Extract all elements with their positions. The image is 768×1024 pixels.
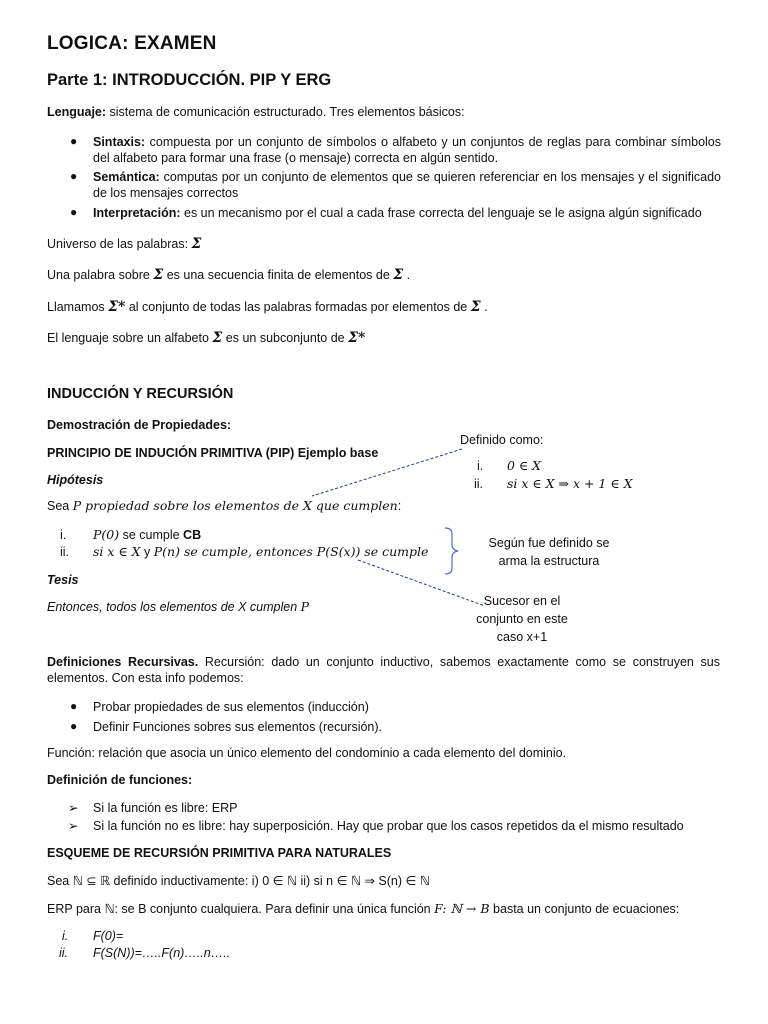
sintaxis-label: Sintaxis: [93, 135, 146, 149]
interpretacion-label: Interpretación: [93, 206, 181, 220]
sigma-star-symbol: Σ* [348, 330, 366, 346]
bullet-icon: ● [70, 169, 78, 183]
eq-i: F(0)= [93, 929, 124, 943]
palabra-text-c: . [403, 268, 411, 282]
definiciones-paragraph [47, 654, 720, 686]
semantica-label: Semántica: [93, 170, 160, 184]
sigma-symbol: Σ [393, 267, 404, 283]
bullet-icon: ● [70, 699, 78, 713]
sintaxis-text: compuesta por un conjunto de símbolos o alfabeto y un conjuntos de reglas para combinar símbolos del alfabeto para formar una frase (o mensaje) correcta en algún sentido. [93, 135, 721, 165]
hipotesis-heading: Hipótesis [47, 473, 104, 487]
esquema-sea-line: Sea ℕ ⊆ ℝ definido inductivamente: i) 0 ∈ ℕ ii) si n ∈ ℕ ⇒ S(n) ∈ ℕ [47, 874, 430, 888]
induccion-heading: INDUCCIÓN Y RECURSIÓN [47, 386, 234, 402]
definido-dashed-line [312, 449, 462, 496]
semantica-text: computas por un conjunto de elementos que se quieren referenciar en los mensajes y el significado de los mensajes correctos [93, 170, 721, 200]
definicion-funciones-heading: Definición de funciones: [47, 773, 193, 787]
entonces-math: P [300, 599, 310, 614]
eq-ii: F(S(N))=…..F(n)…..n….. [93, 946, 231, 960]
right-brace-icon [445, 528, 458, 574]
definiciones-item-1: Probar propiedades de sus elementos (inducción) [93, 700, 369, 714]
sucesor-line-3: caso x+1 [496, 630, 548, 644]
case-i-text: se cumple [119, 528, 184, 542]
sigma-symbol: Σ [153, 267, 164, 283]
universo-text: Universo de las palabras: [47, 237, 192, 251]
arrow-bullet-icon: ➢ [68, 819, 79, 833]
def-item-ii: si x ∈ X ⇒ x + 1 ∈ X [507, 476, 633, 491]
lenguaje-text: sistema de comunicación estructurado. Tres elementos básicos: [106, 105, 465, 119]
case-ii-math-a: si x ∈ X [93, 544, 141, 559]
sigma-symbol: Σ [191, 236, 202, 252]
erp-line [47, 901, 679, 917]
llamamos-text-c: . [480, 300, 488, 314]
definiciones-item-2: Definir Funciones sobres sus elementos (recursión). [93, 720, 383, 734]
eq-i-number: i. [62, 929, 69, 943]
sigma-symbol: Σ [470, 299, 481, 315]
arrow-item-1: Si la función es libre: ERP [93, 801, 238, 815]
case-ii-number: ii. [60, 545, 70, 559]
definido-como-label: Definido como: [460, 433, 544, 447]
sucesor-line-2: conjunto en este [476, 612, 568, 626]
demostracion-heading: Demostración de Propiedades: [47, 418, 232, 432]
def-item-ii-number: ii. [474, 477, 484, 491]
part1-heading: Parte 1: INTRODUCCIÓN. PIP Y ERG [47, 71, 332, 89]
arrow-bullet-icon: ➢ [68, 801, 79, 815]
case-ii-math-b: P(n) se cumple, entonces P(S(x)) se cumple [153, 544, 429, 559]
lenguaje-label: Lenguaje: [47, 105, 107, 119]
definiciones-text: Recursión: dado un conjunto inductivo, sabemos exactamente como se construyen sus elementos. Con esta info podemos: [47, 655, 720, 685]
sea-prefix: Sea [47, 499, 73, 513]
bullet-icon: ● [70, 205, 78, 219]
funcion-line: Función: relación que asocia un único elemento del condominio a cada elemento del dominio. [47, 746, 567, 760]
lenguaje-alfabeto-text-b: es un subconjunto de [222, 331, 349, 345]
palabra-text-a: Una palabra sobre [47, 268, 154, 282]
interpretacion-text: es un mecanismo por el cual a cada frase correcta del lenguaje se le asigna algún significado [180, 206, 702, 220]
erp-math: F: ℕ → B [434, 901, 490, 916]
sucesor-line-1: Sucesor en el [483, 594, 561, 608]
arrow-item-2: Si la función no es libre: hay superposición. Hay que probar que los casos repetidos da el mismo resultado [93, 819, 684, 833]
entonces-text: Entonces, todos los elementos de X cumplen [47, 600, 301, 614]
case-i-number: i. [60, 528, 67, 542]
sigma-symbol: Σ [212, 330, 223, 346]
def-item-i-number: i. [477, 459, 484, 473]
definiciones-label: Definiciones Recursivas. [47, 655, 199, 669]
esquema-heading: ESQUEME DE RECURSIÓN PRIMITIVA PARA NATURALES [47, 846, 392, 860]
eq-ii-number: ii. [59, 946, 69, 960]
erp-text-b: basta un conjunto de ecuaciones: [489, 902, 680, 916]
document-title: LOGICA: EXAMEN [47, 33, 217, 54]
case-i-math: P(0) [93, 527, 120, 542]
segun-line-1: Según fue definido se [488, 536, 610, 550]
bullet-icon: ● [70, 719, 78, 733]
case-i-cb: CB [183, 528, 202, 542]
sea-math: P propiedad sobre los elementos de X que cumplen [72, 498, 398, 513]
case-ii-text: y [140, 545, 154, 559]
tesis-heading: Tesis [47, 573, 79, 587]
sigma-star-symbol: Σ* [108, 299, 126, 315]
palabra-text-b: es una secuencia finita de elementos de [163, 268, 394, 282]
def-item-i: 0 ∈ X [507, 458, 542, 473]
lenguaje-alfabeto-text-a: El lenguaje sobre un alfabeto [47, 331, 213, 345]
sea-suffix: : [397, 499, 402, 513]
pip-heading: PRINCIPIO DE INDUCIÓN PRIMITIVA (PIP) Ejemplo base [47, 446, 379, 460]
bullet-icon: ● [70, 134, 78, 148]
segun-line-2: arma la estructura [498, 554, 600, 568]
sucesor-dashed-line [358, 560, 485, 606]
llamamos-text-b: al conjunto de todas las palabras formadas por elementos de [125, 300, 471, 314]
erp-text-a: ERP para ℕ: se B conjunto cualquiera. Para definir una única función [47, 902, 435, 916]
llamamos-text-a: Llamamos [47, 300, 109, 314]
